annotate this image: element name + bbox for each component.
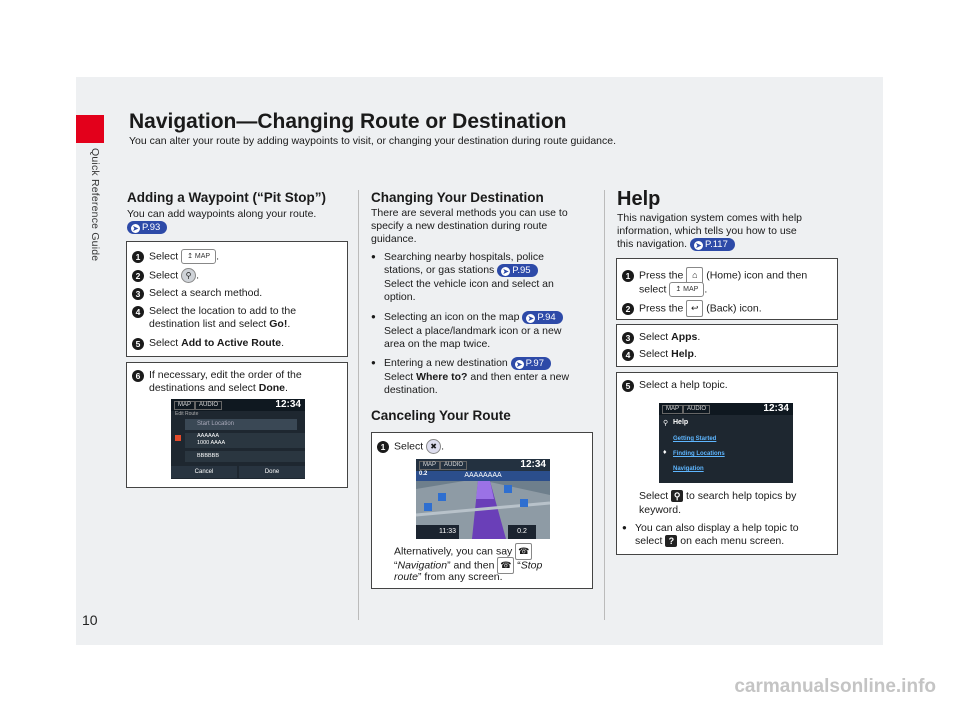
help-steps-box-1: 1 Press the ⌂ (Home) icon and then select ↥ MAP . 2 Press the ↩ (Back) icon. xyxy=(616,258,838,320)
cancel-heading: Canceling Your Route xyxy=(371,408,511,423)
search-icon[interactable]: ⚲ xyxy=(671,490,683,502)
step-text: Select a help topic. xyxy=(639,379,728,391)
bullet-text: area on the map twice. xyxy=(384,338,491,350)
help-screen xyxy=(659,403,793,483)
step-text: Select xyxy=(639,490,669,502)
step-text: Press the xyxy=(639,302,684,315)
screen-distance: 0.2 xyxy=(508,525,536,539)
page-ref-link[interactable]: ➤ P.95 xyxy=(497,264,537,277)
help-question-icon[interactable]: ? xyxy=(665,535,677,547)
help-steps-box-3: 5 Select a help topic. MAP AUDIO 12:34 ⚲ Help Getting Started Finding Locations Navigation ♦ Select ⚲ to search help topics by keyword. ● You can also display a help topic to select ? on each menu screen. xyxy=(616,372,838,555)
screen-search-icon: ⚲ xyxy=(663,420,669,427)
help-intro: information, which tells you how to use xyxy=(617,225,797,237)
screen-title: Help xyxy=(673,419,689,426)
bullet-text: Select the vehicle icon and select an xyxy=(384,278,554,290)
step-text: Select xyxy=(149,337,179,349)
page-subtitle: You can alter your route by adding waypoints to visit, or changing your destination during route guidance. xyxy=(129,135,617,147)
screen-distance: 0.2 xyxy=(419,471,428,477)
screen-clock: 12:34 xyxy=(520,459,546,470)
help-topic: Navigation xyxy=(673,466,704,472)
help-topic: Finding Locations xyxy=(673,451,725,457)
apps-label: Apps xyxy=(671,331,698,343)
bullet-text: ● You can also display a help topic to xyxy=(635,521,799,535)
step-text: If necessary, edit the order of the xyxy=(149,369,302,381)
map-button[interactable]: ↥ MAP xyxy=(181,249,216,264)
help-heading: Help xyxy=(617,188,661,210)
step-text: Select xyxy=(394,440,424,453)
page-ref-link[interactable]: ➤ P.93 xyxy=(127,221,167,234)
waypoint-heading: Adding a Waypoint (“Pit Stop”) xyxy=(127,190,326,205)
bullet-text: Select a place/landmark icon or a new xyxy=(384,325,562,337)
bullet-text: ● Searching nearby hospitals, police xyxy=(384,250,544,264)
done-label: Done xyxy=(258,382,285,394)
step-text: Alternatively, you can say xyxy=(394,545,513,558)
step-text: Select xyxy=(149,250,179,263)
screen-tab-audio: AUDIO xyxy=(440,461,467,470)
bullet-text: stations, or gas stations xyxy=(384,264,495,276)
where-to-label: Where to? xyxy=(416,371,468,383)
step-text: Select xyxy=(639,331,669,343)
voice-command: route xyxy=(394,571,418,583)
home-icon[interactable]: ⌂ xyxy=(686,267,703,284)
route-row: AAAAAA 1000 AAAA xyxy=(185,433,305,448)
step-text: Press the xyxy=(639,269,684,282)
step-text: Select xyxy=(149,269,179,282)
screen-done-button: Done xyxy=(239,466,305,478)
search-icon[interactable]: ⚲ xyxy=(181,268,196,283)
step-text: Select xyxy=(639,348,669,360)
change-intro: There are several methods you can use to xyxy=(371,207,568,219)
help-intro: This navigation system comes with help xyxy=(617,212,802,224)
step-text: select xyxy=(635,535,663,547)
bullet-text: option. xyxy=(384,291,416,303)
screen-cancel-button: Cancel xyxy=(171,466,237,478)
bullet-item: ● Entering a new destination ➤ P.97 xyxy=(384,356,551,370)
waypoint-step6-box: 6 If necessary, edit the order of the destinations and select Done. MAP AUDIO 12:34 Edit Route Start Location AAAAAA 1000 AAAA BBBBBB Cancel Done xyxy=(126,362,348,488)
watermark: carmanualsonline.info xyxy=(734,676,936,697)
column-divider xyxy=(604,190,605,620)
screen-tab-map: MAP xyxy=(419,461,440,470)
add-to-route-label: Add to Active Route xyxy=(181,337,282,349)
screen-arrival: 11:33 xyxy=(416,525,459,539)
screen-tab-map: MAP xyxy=(662,405,683,414)
page-number: 10 xyxy=(82,612,98,628)
screen-clock: 12:34 xyxy=(763,403,789,414)
side-label: Quick Reference Guide xyxy=(89,148,101,262)
screen-tab-audio: AUDIO xyxy=(683,405,710,414)
change-heading: Changing Your Destination xyxy=(371,190,544,205)
change-intro: guidance. xyxy=(371,233,417,245)
waypoint-steps-box: 1 Select ↥ MAP . 2 Select ⚲ . 3 Select a search method. 4 Select the location to add to the destination list and select Go!. 5 Select Add to Active Route. xyxy=(126,241,348,357)
screen-clock: 12:34 xyxy=(275,399,301,410)
cancel-steps-box: 1 Select ✖ . MAP AUDIO 12:34 AAAAAAAA 0.2 11:33 0.2 Alternatively, you can say ☎ “Navigation” and then ☎ “Stop route” from any screen. xyxy=(371,432,593,589)
bullet-text: destination. xyxy=(384,384,438,396)
page-ref-link[interactable]: ➤ P.117 xyxy=(690,238,735,251)
scroll-arrow-icon: ♦ xyxy=(663,449,667,456)
step-text: select xyxy=(639,283,667,296)
screen-street: AAAAAAAA xyxy=(416,471,550,481)
step-text: destinations and select xyxy=(149,382,256,394)
route-row: Start Location xyxy=(185,419,297,430)
column-divider xyxy=(358,190,359,620)
step-text: Select the location to add to the xyxy=(149,305,297,317)
page-ref-link[interactable]: ➤ P.94 xyxy=(522,311,562,324)
waypoint-intro: You can add waypoints along your route. xyxy=(127,208,317,220)
voice-command: Navigation xyxy=(397,559,448,572)
step-text: Select a search method. xyxy=(149,287,263,299)
screen-header: Edit Route xyxy=(175,411,199,417)
step-text: destination list and select xyxy=(149,318,267,330)
go-label: Go! xyxy=(269,318,288,330)
stop-icon[interactable]: ✖ xyxy=(426,439,441,454)
flag-icon xyxy=(175,435,181,441)
step-text: keyword. xyxy=(639,504,682,516)
help-intro: this navigation. xyxy=(617,238,688,250)
page-title: Navigation—Changing Route or Destination xyxy=(129,110,567,133)
back-icon[interactable]: ↩ xyxy=(686,300,703,317)
talk-icon: ☎ xyxy=(497,557,514,574)
help-topic: Getting Started xyxy=(673,436,717,442)
help-steps-box-2: 3 Select Apps. 4 Select Help. xyxy=(616,324,838,367)
talk-icon: ☎ xyxy=(515,543,532,560)
voice-command: Stop xyxy=(520,559,543,572)
screen-tab-map: MAP xyxy=(174,401,195,410)
change-intro: specify a new destination during route xyxy=(371,220,548,232)
help-label: Help xyxy=(671,348,694,360)
map-button[interactable]: ↥ MAP xyxy=(669,282,704,297)
bullet-item: ● Selecting an icon on the map ➤ P.94 xyxy=(384,310,563,324)
route-row: BBBBBB xyxy=(185,451,305,462)
page-ref-link[interactable]: ➤ P.97 xyxy=(511,357,551,370)
chapter-tab xyxy=(76,115,104,143)
screen-tab-audio: AUDIO xyxy=(195,401,222,410)
edit-route-screen xyxy=(171,399,305,479)
map-screen xyxy=(416,459,550,539)
